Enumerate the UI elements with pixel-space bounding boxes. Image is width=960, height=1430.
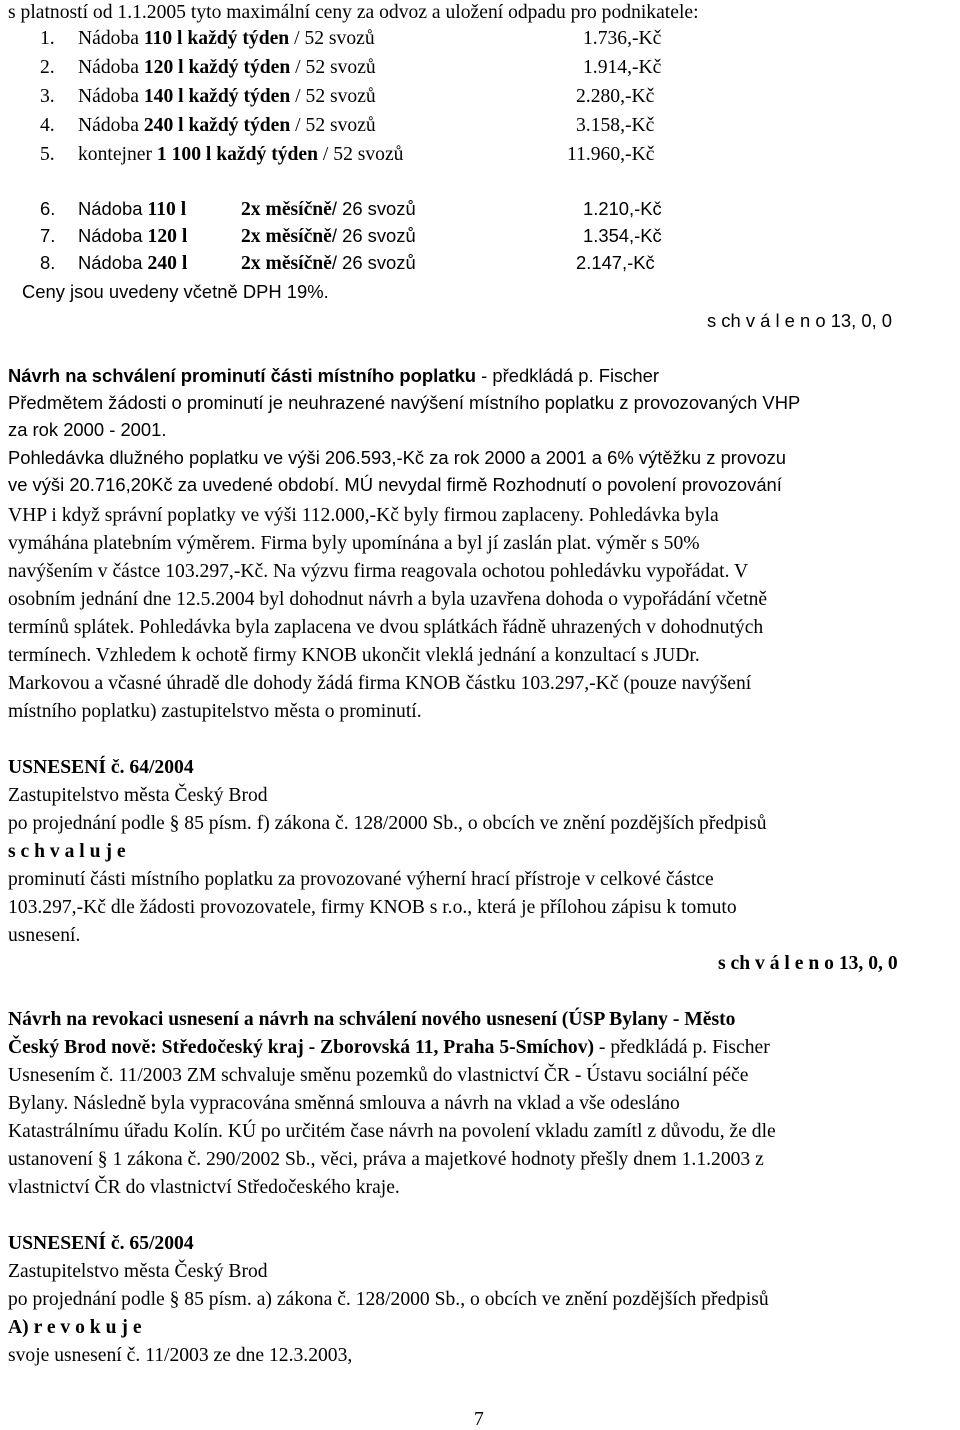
resolution-title: USNESENÍ č. 64/2004	[8, 757, 194, 778]
paragraph-line: usnesení.	[8, 925, 81, 946]
paragraph-line: 103.297,-Kč dle žádosti provozovatele, firmy KNOB s r.o., která je přílohou zápisu k tomuto	[8, 897, 737, 918]
list-item-desc-freq: 2x měsíčně/ 26 svozů	[241, 225, 416, 247]
list-item-desc: Nádoba 120 l	[78, 225, 188, 247]
paragraph-line: Markovou a včasné úhradě dle dohody žádá firma KNOB částku 103.297,-Kč (pouze navýšení	[8, 673, 752, 694]
list-item-price: 2.147,-Kč	[576, 252, 655, 273]
list-item-desc: Nádoba 140 l každý týden / 52 svozů	[78, 86, 376, 107]
paragraph-line: Katastrálnímu úřadu Kolín. KÚ po určitém čase návrh na povolení vkladu zamítl z důvodu, že dle	[8, 1121, 776, 1142]
list-item-desc-freq: 2x měsíčně/ 26 svozů	[241, 252, 416, 274]
paragraph-line: Usnesením č. 11/2003 ZM schvaluje směnu pozemků do vlastnictví ČR - Ústavu sociální péče	[8, 1065, 749, 1086]
list-item: 1.	[40, 28, 55, 49]
approval-result: s ch v á l e n o 13, 0, 0	[707, 310, 893, 331]
intro-line: s platností od 1.1.2005 tyto maximální ceny za odvoz a uložení odpadu pro podnikatele:	[8, 2, 699, 23]
section-heading: Návrh na revokaci usnesení a návrh na schválení nového usnesení (ÚSP Bylany - Město	[8, 1009, 736, 1030]
paragraph-line: osobním jednání dne 12.5.2004 byl dohodnut návrh a byla uzavřena dohoda o vypořádání včetně	[8, 589, 768, 610]
paragraph-line: za rok 2000 - 2001.	[8, 419, 167, 440]
list-item: 8.	[40, 252, 56, 273]
list-item-price: 1.210,-Kč	[583, 198, 662, 219]
paragraph-line: VHP i když správní poplatky ve výši 112.000,-Kč byly firmou zaplaceny. Pohledávka byla	[8, 505, 719, 526]
list-item: 5.	[40, 144, 55, 165]
paragraph-line: Pohledávka dlužného poplatku ve výši 206.593,-Kč za rok 2000 a 2001 a 6% výtěžku z provozu	[8, 447, 787, 468]
list-item-desc: Nádoba 110 l	[78, 198, 187, 220]
list-item-desc: Nádoba 240 l	[78, 252, 188, 274]
paragraph-line: prominutí části místního poplatku za provozované výherní hrací přístroje v celkové částce	[8, 869, 714, 890]
list-item-desc: Nádoba 120 l každý týden / 52 svozů	[78, 57, 376, 78]
section-heading-cont: Český Brod nově: Středočeský kraj - Zborovská 11, Praha 5-Smíchov) - předkládá p. Fischer	[8, 1037, 770, 1058]
list-item: 7.	[40, 225, 56, 246]
paragraph-line: ustanovení § 1 zákona č. 290/2002 Sb., věci, práva a majetkové hodnoty přešly dnem 1.1.2003 z	[8, 1149, 764, 1170]
paragraph-line: ve výši 20.716,20Kč za uvedené období. MÚ nevydal firmě Rozhodnutí o povolení provozování	[8, 474, 782, 495]
paragraph-line: svoje usnesení č. 11/2003 ze dne 12.3.2003,	[8, 1345, 353, 1366]
list-item-price: 2.280,-Kč	[576, 86, 655, 107]
list-item-price: 1.354,-Kč	[583, 225, 662, 246]
list-item-desc: Nádoba 240 l každý týden / 52 svozů	[78, 115, 376, 136]
list-item-price: 1.914,-Kč	[583, 57, 662, 78]
resolution-title: USNESENÍ č. 65/2004	[8, 1233, 194, 1254]
list-item: 6.	[40, 198, 56, 219]
paragraph-line: termínů splátek. Pohledávka byla zaplacena ve dvou splátkách řádně uhrazených v dohodnutých	[8, 617, 764, 638]
resolution-verb: A) r e v o k u j e	[8, 1317, 142, 1338]
vat-note: Ceny jsou uvedeny včetně DPH 19%.	[22, 281, 329, 302]
list-item-price: 11.960,-Kč	[567, 144, 655, 165]
list-item-price: 1.736,-Kč	[583, 28, 662, 49]
resolution-verb: s c h v a l u j e	[8, 841, 126, 862]
paragraph-line: navýšením v částce 103.297,-Kč. Na výzvu firma reagovala ochotou pohledávku vypořádat. V	[8, 561, 749, 582]
paragraph-line: vymáhána platebním výměrem. Firma byly upomínána a byl jí zaslán plat. výměr s 50%	[8, 533, 700, 554]
approval-result: s ch v á l e n o 13, 0, 0	[718, 953, 898, 974]
legal-basis: po projednání podle § 85 písm. f) zákona č. 128/2000 Sb., o obcích ve znění pozdějších předpisů	[8, 813, 767, 834]
council-name: Zastupitelstvo města Český Brod	[8, 1261, 268, 1282]
list-item-desc-freq: 2x měsíčně/ 26 svozů	[241, 198, 416, 220]
page-number: 7	[474, 1409, 484, 1430]
list-item-desc: kontejner 1 100 l každý týden / 52 svozů	[78, 144, 404, 165]
legal-basis: po projednání podle § 85 písm. a) zákona č. 128/2000 Sb., o obcích ve znění pozdějších předpisů	[8, 1289, 769, 1310]
list-item: 3.	[40, 86, 55, 107]
paragraph-line: termínech. Vzhledem k ochotě firmy KNOB ukončit vleklá jednání a konzultací s JUDr.	[8, 645, 700, 666]
section-heading: Návrh na schválení prominutí části místního poplatku - předkládá p. Fischer	[8, 365, 659, 386]
council-name: Zastupitelstvo města Český Brod	[8, 785, 268, 806]
list-item: 2.	[40, 57, 55, 78]
list-item-price: 3.158,-Kč	[576, 115, 655, 136]
paragraph-line: Bylany. Následně byla vypracována směnná smlouva a návrh na vklad a vše odesláno	[8, 1093, 680, 1114]
list-item-desc: Nádoba 110 l každý týden / 52 svozů	[78, 28, 375, 49]
paragraph-line: místního poplatku) zastupitelstvo města o prominutí.	[8, 701, 422, 722]
list-item: 4.	[40, 115, 55, 136]
paragraph-line: vlastnictví ČR do vlastnictví Středočeského kraje.	[8, 1177, 400, 1198]
paragraph-line: Předmětem žádosti o prominutí je neuhrazené navýšení místního poplatku z provozovaných VHP	[8, 392, 801, 413]
